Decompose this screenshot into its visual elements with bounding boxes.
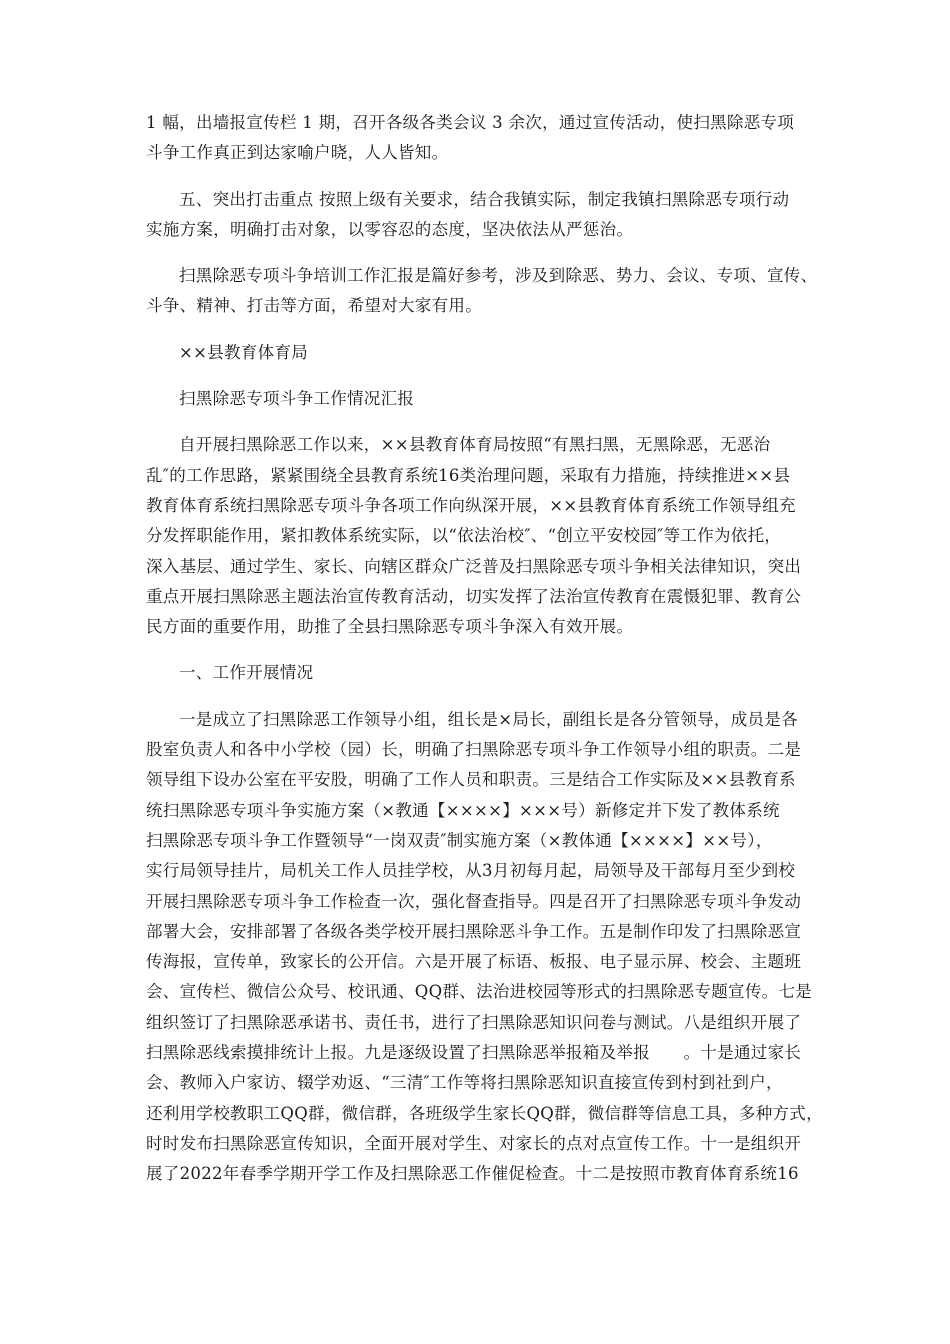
text-line: 开展扫黑除恶专项斗争工作检查一次，强化督查指导。四是召开了扫黑除恶专项斗争发动 — [146, 891, 802, 911]
text-line: 领导组下设办公室在平安股，明确了工作人员和职责。三是结合工作实际及××县教育系 — [146, 770, 796, 790]
text-line: 时时发布扫黑除恶宣传知识，全面开展对学生、对家长的点对点宣传工作。十一是组织开 — [146, 1133, 802, 1153]
text-line: 一是成立了扫黑除恶工作领导小组，组长是×局长，副组长是各分管领导，成员是各 — [179, 709, 798, 729]
paragraph-section-five — [146, 185, 806, 246]
text-line: ××县教育体育局 — [179, 342, 309, 362]
text-line: 会、宣传栏、微信公众号、校讯通、QQ群、法治进校园等形式的扫黑除恶专题宣传。七是 — [146, 982, 813, 1002]
text-line: 统扫黑除恶专项斗争实施方案（×教通【××××】×××号）新修定并下发了教体系统 — [146, 800, 780, 820]
text-line: 扫黑除恶线索摸排统计上报。九是逐级设置了扫黑除恶举报箱及举报 。十是通过家长 — [146, 1043, 802, 1063]
text-line: 扫黑除恶专项斗争培训工作汇报是篇好参考，涉及到除恶、势力、会议、专项、宣传、 — [179, 266, 818, 286]
text-line: 自开展扫黑除恶工作以来，××县教育体育局按照“有黑扫黑，无黑除恶，无恶治 — [179, 435, 771, 455]
report-title — [146, 384, 806, 414]
text-line: 扫黑除恶专项斗争工作情况汇报 — [179, 389, 415, 409]
paragraph-continuation — [146, 108, 806, 169]
text-line: 股室负责人和各中小学校（园）长，明确了扫黑除恶专项斗争工作领导小组的职责。二是 — [146, 740, 802, 760]
text-line: 斗争、精神、打击等方面，希望对大家有用。 — [146, 296, 482, 316]
text-line: 1 幅，出墙报宣传栏 1 期，召开各级各类会议 3 余次，通过宣传活动，使扫黑除恶专项 — [146, 113, 795, 132]
document-page — [146, 108, 823, 1190]
text-line: 深入基层、通过学生、家长、向辖区群众广泛普及扫黑除恶专项斗争相关法律知识，突出 — [146, 556, 802, 576]
text-line: 教育体育系统扫黑除恶专项斗争各项工作向纵深开展，××县教育体育系统工作领导组充 — [146, 495, 796, 515]
text-line: 实施方案，明确打击对象，以零容忍的态度，坚决依法从严惩治。 — [146, 219, 634, 239]
text-line: 部署大会，安排部署了各级各类学校开展扫黑除恶斗争工作。五是制作印发了扫黑除恶宣 — [146, 921, 802, 941]
paragraph-reference-note — [146, 261, 818, 322]
section-heading-work-status — [146, 658, 806, 688]
paragraph-intro — [146, 430, 806, 642]
text-line: 五、突出打击重点 按照上级有关要求，结合我镇实际，制定我镇扫黑除恶专项行动 — [179, 189, 790, 209]
text-line: 分发挥职能作用，紧扣教体系统实际，以“依法治校″、“创立平安校园″等工作为依托， — [146, 526, 782, 546]
text-line: 一、工作开展情况 — [179, 663, 314, 683]
text-line: 重点开展扫黑除恶主题法治宣传教育活动，切实发挥了法治宣传教育在震慑犯罪、教育公 — [146, 586, 802, 606]
text-line: 展了2022年春季学期开学工作及扫黑除恶工作催促检查。十二是按照市教育体育系统16 — [146, 1164, 799, 1184]
text-line: 扫黑除恶专项斗争工作暨领导“一岗双责″制实施方案（×教体通【××××】××号）， — [146, 830, 773, 850]
text-line: 还利用学校教职工QQ群，微信群，各班级学生家长QQ群，微信群等信息工具，多种方式， — [146, 1103, 823, 1123]
text-line: 实行局领导挂片，局机关工作人员挂学校，从3月初每月起，局领导及干部每月至少到校 — [146, 861, 796, 881]
text-line: 会、教师入户家访、辍学劝返、“三清″工作等将扫黑除恶知识直接宣传到村到社到户， — [146, 1073, 783, 1093]
organization-name — [146, 338, 806, 368]
text-line: 斗争工作真正到达家喻户晓，人人皆知。 — [146, 143, 449, 163]
text-line: 民方面的重要作用，助推了全县扫黑除恶专项斗争深入有效开展。 — [146, 617, 634, 637]
text-line: 组织签订了扫黑除恶承诺书、责任书，进行了扫黑除恶知识问卷与测试。八是组织开展了 — [146, 1012, 802, 1032]
text-line: 乱″的工作思路，紧紧围绕全县教育系统16类治理问题，采取有力措施，持续推进××县 — [146, 465, 791, 485]
text-line: 传海报，宣传单，致家长的公开信。六是开展了标语、板报、电子显示屏、校会、主题班 — [146, 952, 802, 972]
paragraph-work-details — [146, 705, 823, 1190]
